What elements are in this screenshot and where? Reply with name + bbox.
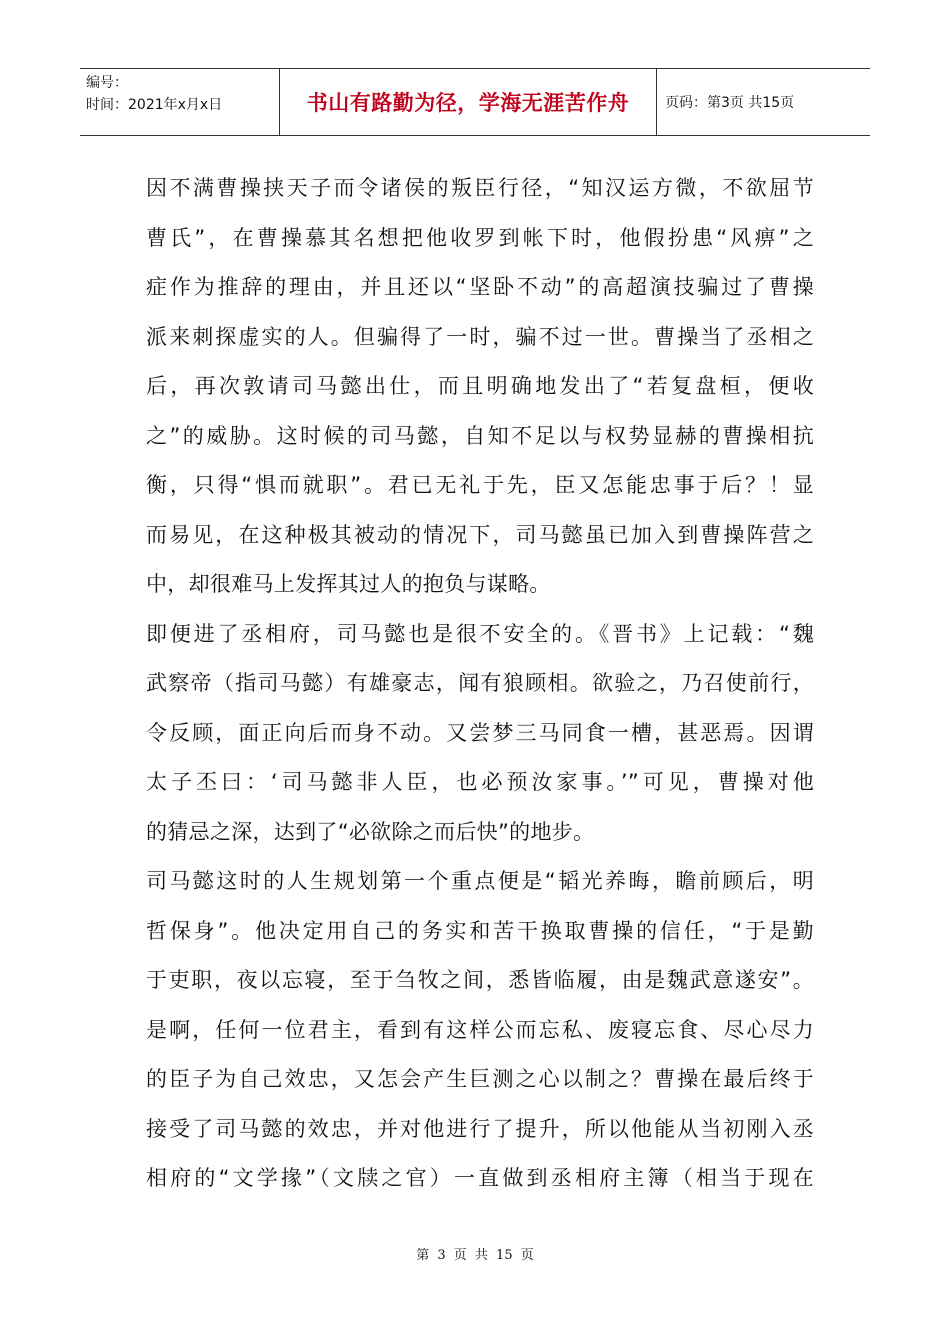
page-header: [80, 68, 870, 136]
body-line: 的猜忌之深，达到了“必欲除之而后快”的地步。: [146, 819, 595, 844]
body-line: 的臣子为自己效忠，又怎会产生巨测之心以制之？曹操在最后终于: [146, 1067, 814, 1091]
document-time-label: 时间：2021年x月x日: [86, 97, 223, 113]
body-line: 而易见，在这种极其被动的情况下，司马懿虽已加入到曹操阵营之: [146, 522, 814, 547]
body-line: 即便进了丞相府，司马懿也是很不安全的。《晋书》上记载：“魏: [146, 621, 814, 646]
body-line: 症作为推辞的理由，并且还以“坚卧不动”的高超演技骗过了曹操: [146, 275, 814, 299]
body-line: 是啊，任何一位君主，看到有这样公而忘私、废寝忘食、尽心尽力: [146, 1017, 814, 1042]
body-line: 衡，只得“惧而就职”。君已无礼于先，臣又怎能忠事于后？！显: [146, 473, 814, 497]
footer-page-number: 第 3 页 共 15 页: [416, 1248, 534, 1263]
body-line: 曹氏”，在曹操慕其名想把他收罗到帐下时，他假扮患“风痹”之: [146, 225, 814, 250]
header-motto: 书山有路勤为径，学海无涯苦作舟: [306, 91, 630, 115]
header-meta: [80, 69, 280, 135]
body-line: 令反顾，面正向后而身不动。又尝梦三马同食一槽，甚恶焉。因谓: [146, 720, 814, 745]
header-page-cell: [657, 69, 870, 135]
header-page-info: 页码：第3页 共15页: [665, 95, 795, 111]
header-motto-cell: [280, 69, 657, 135]
page-footer: [0, 1244, 950, 1263]
body-line: 太子丕曰：‘司马懿非人臣，也必预汝家事。’”可见，曹操对他: [146, 770, 814, 794]
body-line: 之”的威胁。这时候的司马懿，自知不足以与权势显赫的曹操相抗: [146, 423, 814, 448]
body-line: 武察帝（指司马懿）有雄豪志，闻有狼顾相。欲验之，乃召使前行，: [146, 671, 814, 695]
body-line: 派来刺探虚实的人。但骗得了一时，骗不过一世。曹操当了丞相之: [146, 324, 814, 349]
body-line: 相府的“文学掾”（文牍之官）一直做到丞相府主簿（相当于现在: [146, 1166, 814, 1190]
body-line: 因不满曹操挟天子而令诸侯的叛臣行径，“知汉运方微，不欲屈节: [146, 176, 814, 200]
body-line: 于吏职，夜以忘寝，至于刍牧之间，悉皆临履，由是魏武意遂安”。: [146, 968, 814, 992]
body-line: 中，却很难马上发挥其过人的抱负与谋略。: [146, 572, 551, 596]
body-line: 哲保身”。他决定用自己的务实和苦干换取曹操的信任，“于是勤: [146, 918, 814, 943]
body-line: 后，再次敦请司马懿出仕，而且明确地发出了“若复盘桓，便收: [146, 374, 814, 398]
document-number-label: 编号：: [86, 75, 128, 91]
body-line: 接受了司马懿的效忠，并对他进行了提升，所以他能从当初刚入丞: [146, 1116, 814, 1141]
body-line: 司马懿这时的人生规划第一个重点便是“韬光养晦，瞻前顾后，明: [146, 869, 814, 893]
document-body: [146, 164, 814, 1204]
